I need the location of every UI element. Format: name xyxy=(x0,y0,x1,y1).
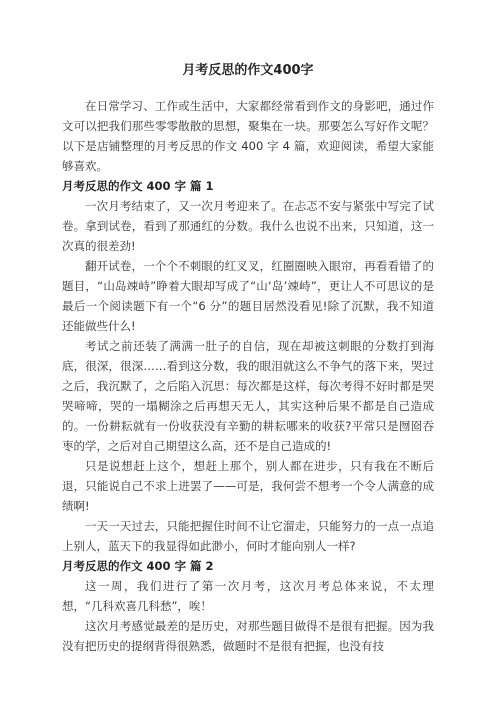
body-paragraph: 翻开试卷，一个个不刺眼的红叉叉，红圈圈映入眼帘，再看看错了的题目，“山岛竦峙”睁着大眼却写成了“山‘岛’竦峙”，更让人不可思议的是最后一个阅读题下有一个“6 分”的题目居然没看见!除了沉默，我不知道还能做些什么! xyxy=(62,259,434,333)
body-paragraph: 这次月考感觉最差的是历史，对那些题目做得不是很有把握。因为我没有把历史的提纲背得很熟悉，做题时不是很有把握，也没有技 xyxy=(62,619,434,653)
body-paragraph: 考试之前还装了满满一肚子的自信，现在却被这刺眼的分数打到海底，很深，很深……看到这分数，我的眼泪就这么不争气的落下来，哭过之后，我沉默了，之后陷入沉思：每次都是这样，每次考得不好时都是哭哭啼啼，哭的一塌糊涂之后再想天无人，其实这种后果不都是自己造成的。一份耕耘就有一份收获没有辛勤的耕耘哪来的收获?平常只是囫囵吞枣的学，之后对自己期望这么高，还不是自己造成的! xyxy=(62,339,434,453)
document-title: 月考反思的作文400字 xyxy=(182,63,314,78)
section-1 xyxy=(62,176,434,556)
body-paragraph: 一次月考结束了，又一次月考迎来了。在忐忑不安与紧张中写完了试卷。拿到试卷，看到了那通红的分数。我什么也说不出来，只知道，这一次真的很差劲! xyxy=(62,199,434,253)
body-paragraph: 只是说想赶上这个，想赶上那个，别人都在进步，只有我在不断后退，只能说自己不求上进罢了——可是，我何尝不想考一个令人满意的成绩啊! xyxy=(62,459,434,513)
section-2 xyxy=(62,556,434,656)
section-heading: 月考反思的作文 400 字 篇 2 xyxy=(62,559,214,573)
section-heading: 月考反思的作文 400 字 篇 1 xyxy=(62,179,214,193)
intro-paragraph: 在日常学习、工作或生活中，大家都经常看到作文的身影吧，通过作文可以把我们那些零零散散的思想，聚集在一块。那要怎么写好作文呢？以下是店铺整理的月考反思的作文 400 字 4 篇，欢迎阅读，希望大家能够喜欢。 xyxy=(62,99,434,173)
body-paragraph: 这一周，我们进行了第一次月考，这次月考总体来说，不太理想，“几科欢喜几科愁”，唉！ xyxy=(62,579,434,613)
body-paragraph: 一天一天过去，只能把握住时间不让它溜走，只能努力的一点一点追上别人，蓝天下的我显得如此渺小，何时才能向别人一样? xyxy=(62,519,434,553)
